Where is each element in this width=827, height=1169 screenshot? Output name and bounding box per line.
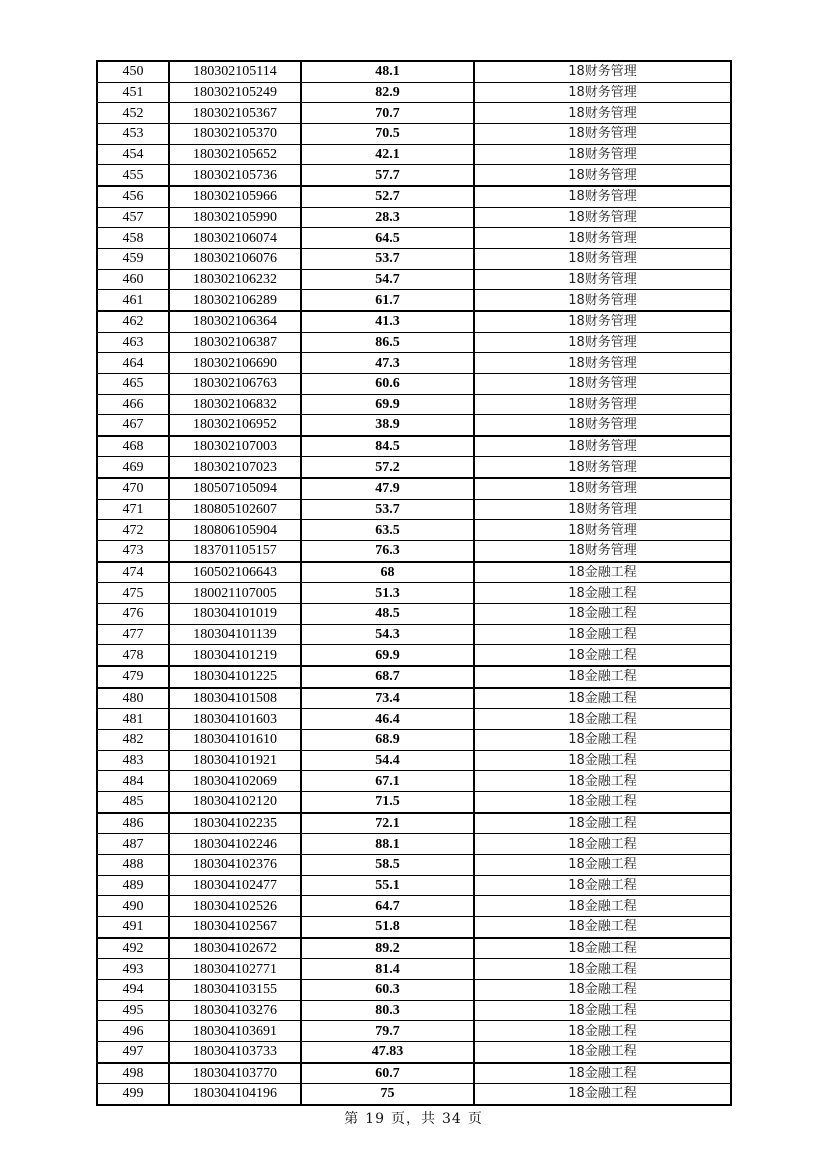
table-row: [97, 373, 731, 394]
table-row: [97, 499, 731, 520]
grades-table-body: [97, 61, 731, 1105]
major-cell: 18金融工程: [474, 688, 731, 709]
row-number-cell: 499: [97, 1084, 169, 1105]
major-cell: 18金融工程: [474, 624, 731, 645]
row-number-cell: 455: [97, 165, 169, 186]
score-cell: 64.5: [301, 228, 474, 249]
table-row: [97, 791, 731, 812]
major-cell: 18金融工程: [474, 834, 731, 855]
table-row: [97, 1000, 731, 1021]
student-id-cell: 160502106643: [169, 562, 301, 583]
major-cell: 18金融工程: [474, 1021, 731, 1042]
table-row: [97, 353, 731, 374]
student-id-cell: 180302105114: [169, 61, 301, 82]
row-number-cell: 496: [97, 1021, 169, 1042]
score-cell: 70.5: [301, 123, 474, 144]
table-row: [97, 228, 731, 249]
major-cell: 18金融工程: [474, 791, 731, 812]
score-cell: 84.5: [301, 436, 474, 457]
major-cell: 18金融工程: [474, 1063, 731, 1084]
table-row: [97, 730, 731, 751]
score-cell: 60.3: [301, 979, 474, 1000]
student-id-cell: 180304102567: [169, 916, 301, 937]
row-number-cell: 488: [97, 854, 169, 875]
score-cell: 86.5: [301, 332, 474, 353]
table-row: [97, 645, 731, 666]
major-cell: 18金融工程: [474, 979, 731, 1000]
row-number-cell: 469: [97, 457, 169, 478]
student-id-cell: 180304102477: [169, 875, 301, 896]
row-number-cell: 462: [97, 311, 169, 332]
table-row: [97, 457, 731, 478]
table-row: [97, 165, 731, 186]
table-row: [97, 875, 731, 896]
table-row: [97, 290, 731, 311]
score-cell: 70.7: [301, 103, 474, 124]
student-id-cell: 180304102235: [169, 813, 301, 834]
score-cell: 47.3: [301, 353, 474, 374]
student-id-cell: 180806105904: [169, 520, 301, 541]
table-row: [97, 959, 731, 980]
major-cell: 18财务管理: [474, 228, 731, 249]
row-number-cell: 482: [97, 730, 169, 751]
row-number-cell: 485: [97, 791, 169, 812]
score-cell: 57.2: [301, 457, 474, 478]
student-id-cell: 180021107005: [169, 583, 301, 604]
row-number-cell: 468: [97, 436, 169, 457]
major-cell: 18财务管理: [474, 436, 731, 457]
table-row: [97, 520, 731, 541]
grades-table: [96, 60, 732, 1106]
student-id-cell: 180302106763: [169, 373, 301, 394]
score-cell: 68.9: [301, 730, 474, 751]
major-cell: 18金融工程: [474, 1084, 731, 1105]
major-cell: 18金融工程: [474, 854, 731, 875]
student-id-cell: 180302105736: [169, 165, 301, 186]
row-number-cell: 498: [97, 1063, 169, 1084]
score-cell: 53.7: [301, 248, 474, 269]
score-cell: 69.9: [301, 394, 474, 415]
page-footer: [0, 1108, 827, 1128]
student-id-cell: 183701105157: [169, 541, 301, 562]
row-number-cell: 472: [97, 520, 169, 541]
student-id-cell: 180304103733: [169, 1041, 301, 1062]
major-cell: 18财务管理: [474, 353, 731, 374]
footer-current-page: 19: [365, 1111, 385, 1127]
student-id-cell: 180304103770: [169, 1063, 301, 1084]
student-id-cell: 180302105966: [169, 186, 301, 207]
score-cell: 60.7: [301, 1063, 474, 1084]
student-id-cell: 180304102069: [169, 771, 301, 792]
table-row: [97, 394, 731, 415]
table-row: [97, 1063, 731, 1084]
score-cell: 53.7: [301, 499, 474, 520]
row-number-cell: 479: [97, 666, 169, 688]
table-row: [97, 938, 731, 959]
major-cell: 18金融工程: [474, 938, 731, 959]
major-cell: 18金融工程: [474, 562, 731, 583]
row-number-cell: 464: [97, 353, 169, 374]
major-cell: 18财务管理: [474, 290, 731, 311]
major-cell: 18财务管理: [474, 373, 731, 394]
score-cell: 76.3: [301, 541, 474, 562]
row-number-cell: 466: [97, 394, 169, 415]
row-number-cell: 457: [97, 207, 169, 228]
major-cell: 18财务管理: [474, 541, 731, 562]
student-id-cell: 180302106364: [169, 311, 301, 332]
student-id-cell: 180304101139: [169, 624, 301, 645]
score-cell: 68.7: [301, 666, 474, 688]
student-id-cell: 180304102376: [169, 854, 301, 875]
major-cell: 18金融工程: [474, 813, 731, 834]
row-number-cell: 463: [97, 332, 169, 353]
table-row: [97, 834, 731, 855]
row-number-cell: 465: [97, 373, 169, 394]
row-number-cell: 450: [97, 61, 169, 82]
student-id-cell: 180302106832: [169, 394, 301, 415]
student-id-cell: 180304103691: [169, 1021, 301, 1042]
score-cell: 69.9: [301, 645, 474, 666]
table-row: [97, 186, 731, 207]
table-row: [97, 82, 731, 103]
score-cell: 61.7: [301, 290, 474, 311]
major-cell: 18财务管理: [474, 103, 731, 124]
major-cell: 18财务管理: [474, 248, 731, 269]
score-cell: 75: [301, 1084, 474, 1105]
score-cell: 51.8: [301, 916, 474, 937]
table-row: [97, 436, 731, 457]
table-row: [97, 688, 731, 709]
table-row: [97, 415, 731, 436]
table-row: [97, 750, 731, 771]
score-cell: 52.7: [301, 186, 474, 207]
major-cell: 18金融工程: [474, 604, 731, 625]
major-cell: 18财务管理: [474, 311, 731, 332]
score-cell: 57.7: [301, 165, 474, 186]
row-number-cell: 492: [97, 938, 169, 959]
table-row: [97, 103, 731, 124]
student-id-cell: 180304101921: [169, 750, 301, 771]
major-cell: 18金融工程: [474, 916, 731, 937]
row-number-cell: 470: [97, 478, 169, 499]
row-number-cell: 497: [97, 1041, 169, 1062]
score-cell: 79.7: [301, 1021, 474, 1042]
table-row: [97, 979, 731, 1000]
table-row: [97, 854, 731, 875]
row-number-cell: 451: [97, 82, 169, 103]
score-cell: 48.5: [301, 604, 474, 625]
row-number-cell: 459: [97, 248, 169, 269]
student-id-cell: 180304101225: [169, 666, 301, 688]
major-cell: 18财务管理: [474, 332, 731, 353]
row-number-cell: 476: [97, 604, 169, 625]
student-id-cell: 180304102672: [169, 938, 301, 959]
table-row: [97, 248, 731, 269]
row-number-cell: 494: [97, 979, 169, 1000]
score-cell: 63.5: [301, 520, 474, 541]
table-row: [97, 123, 731, 144]
major-cell: 18财务管理: [474, 415, 731, 436]
footer-total-pages: 34: [442, 1111, 462, 1127]
table-row: [97, 604, 731, 625]
major-cell: 18财务管理: [474, 394, 731, 415]
score-cell: 46.4: [301, 709, 474, 730]
student-id-cell: 180304101019: [169, 604, 301, 625]
major-cell: 18财务管理: [474, 61, 731, 82]
row-number-cell: 471: [97, 499, 169, 520]
score-cell: 82.9: [301, 82, 474, 103]
score-cell: 72.1: [301, 813, 474, 834]
row-number-cell: 481: [97, 709, 169, 730]
table-row: [97, 207, 731, 228]
row-number-cell: 454: [97, 144, 169, 165]
table-row: [97, 144, 731, 165]
major-cell: 18财务管理: [474, 269, 731, 290]
student-id-cell: 180302105652: [169, 144, 301, 165]
row-number-cell: 480: [97, 688, 169, 709]
score-cell: 47.83: [301, 1041, 474, 1062]
row-number-cell: 458: [97, 228, 169, 249]
student-id-cell: 180805102607: [169, 499, 301, 520]
score-cell: 54.7: [301, 269, 474, 290]
major-cell: 18金融工程: [474, 730, 731, 751]
table-row: [97, 1041, 731, 1062]
student-id-cell: 180304103155: [169, 979, 301, 1000]
table-row: [97, 624, 731, 645]
score-cell: 73.4: [301, 688, 474, 709]
student-id-cell: 180304101508: [169, 688, 301, 709]
student-id-cell: 180304101610: [169, 730, 301, 751]
student-id-cell: 180304101603: [169, 709, 301, 730]
major-cell: 18财务管理: [474, 165, 731, 186]
row-number-cell: 491: [97, 916, 169, 937]
score-cell: 88.1: [301, 834, 474, 855]
student-id-cell: 180302105367: [169, 103, 301, 124]
table-row: [97, 478, 731, 499]
table-row: [97, 1021, 731, 1042]
major-cell: 18金融工程: [474, 666, 731, 688]
row-number-cell: 460: [97, 269, 169, 290]
major-cell: 18金融工程: [474, 1041, 731, 1062]
student-id-cell: 180302105249: [169, 82, 301, 103]
student-id-cell: 180302107003: [169, 436, 301, 457]
score-cell: 54.4: [301, 750, 474, 771]
major-cell: 18金融工程: [474, 583, 731, 604]
table-row: [97, 709, 731, 730]
table-row: [97, 562, 731, 583]
student-id-cell: 180302106289: [169, 290, 301, 311]
score-cell: 60.6: [301, 373, 474, 394]
table-row: [97, 61, 731, 82]
row-number-cell: 452: [97, 103, 169, 124]
score-cell: 81.4: [301, 959, 474, 980]
major-cell: 18财务管理: [474, 123, 731, 144]
major-cell: 18财务管理: [474, 82, 731, 103]
table-row: [97, 916, 731, 937]
major-cell: 18金融工程: [474, 750, 731, 771]
student-id-cell: 180302105990: [169, 207, 301, 228]
score-cell: 28.3: [301, 207, 474, 228]
major-cell: 18财务管理: [474, 207, 731, 228]
row-number-cell: 478: [97, 645, 169, 666]
major-cell: 18财务管理: [474, 478, 731, 499]
row-number-cell: 456: [97, 186, 169, 207]
student-id-cell: 180304103276: [169, 1000, 301, 1021]
score-cell: 54.3: [301, 624, 474, 645]
score-cell: 71.5: [301, 791, 474, 812]
student-id-cell: 180302106074: [169, 228, 301, 249]
row-number-cell: 473: [97, 541, 169, 562]
row-number-cell: 489: [97, 875, 169, 896]
major-cell: 18财务管理: [474, 457, 731, 478]
student-id-cell: 180304104196: [169, 1084, 301, 1105]
row-number-cell: 487: [97, 834, 169, 855]
table-row: [97, 311, 731, 332]
student-id-cell: 180304102526: [169, 896, 301, 917]
row-number-cell: 495: [97, 1000, 169, 1021]
student-id-cell: 180302105370: [169, 123, 301, 144]
student-id-cell: 180302106387: [169, 332, 301, 353]
table-row: [97, 541, 731, 562]
score-cell: 41.3: [301, 311, 474, 332]
row-number-cell: 493: [97, 959, 169, 980]
student-id-cell: 180302107023: [169, 457, 301, 478]
major-cell: 18金融工程: [474, 875, 731, 896]
student-id-cell: 180302106076: [169, 248, 301, 269]
table-row: [97, 332, 731, 353]
major-cell: 18金融工程: [474, 709, 731, 730]
student-id-cell: 180302106690: [169, 353, 301, 374]
score-cell: 58.5: [301, 854, 474, 875]
student-id-cell: 180304101219: [169, 645, 301, 666]
footer-prefix: 第: [344, 1111, 360, 1127]
table-row: [97, 813, 731, 834]
score-cell: 68: [301, 562, 474, 583]
row-number-cell: 453: [97, 123, 169, 144]
student-id-cell: 180507105094: [169, 478, 301, 499]
footer-mid: 页，共: [391, 1111, 436, 1127]
score-cell: 47.9: [301, 478, 474, 499]
major-cell: 18财务管理: [474, 186, 731, 207]
student-id-cell: 180304102771: [169, 959, 301, 980]
score-cell: 42.1: [301, 144, 474, 165]
major-cell: 18金融工程: [474, 1000, 731, 1021]
score-cell: 64.7: [301, 896, 474, 917]
row-number-cell: 484: [97, 771, 169, 792]
table-row: [97, 896, 731, 917]
major-cell: 18财务管理: [474, 144, 731, 165]
table-row: [97, 666, 731, 688]
table-row: [97, 583, 731, 604]
student-id-cell: 180302106952: [169, 415, 301, 436]
score-cell: 80.3: [301, 1000, 474, 1021]
table-row: [97, 1084, 731, 1105]
major-cell: 18金融工程: [474, 771, 731, 792]
major-cell: 18财务管理: [474, 499, 731, 520]
score-cell: 38.9: [301, 415, 474, 436]
student-id-cell: 180304102246: [169, 834, 301, 855]
table-row: [97, 269, 731, 290]
row-number-cell: 475: [97, 583, 169, 604]
score-cell: 55.1: [301, 875, 474, 896]
table-row: [97, 771, 731, 792]
row-number-cell: 486: [97, 813, 169, 834]
score-cell: 89.2: [301, 938, 474, 959]
student-id-cell: 180304102120: [169, 791, 301, 812]
row-number-cell: 483: [97, 750, 169, 771]
footer-suffix: 页: [467, 1111, 483, 1127]
major-cell: 18金融工程: [474, 645, 731, 666]
row-number-cell: 477: [97, 624, 169, 645]
row-number-cell: 467: [97, 415, 169, 436]
student-id-cell: 180302106232: [169, 269, 301, 290]
score-cell: 67.1: [301, 771, 474, 792]
major-cell: 18金融工程: [474, 896, 731, 917]
score-cell: 48.1: [301, 61, 474, 82]
major-cell: 18财务管理: [474, 520, 731, 541]
score-cell: 51.3: [301, 583, 474, 604]
major-cell: 18金融工程: [474, 959, 731, 980]
row-number-cell: 461: [97, 290, 169, 311]
row-number-cell: 490: [97, 896, 169, 917]
row-number-cell: 474: [97, 562, 169, 583]
